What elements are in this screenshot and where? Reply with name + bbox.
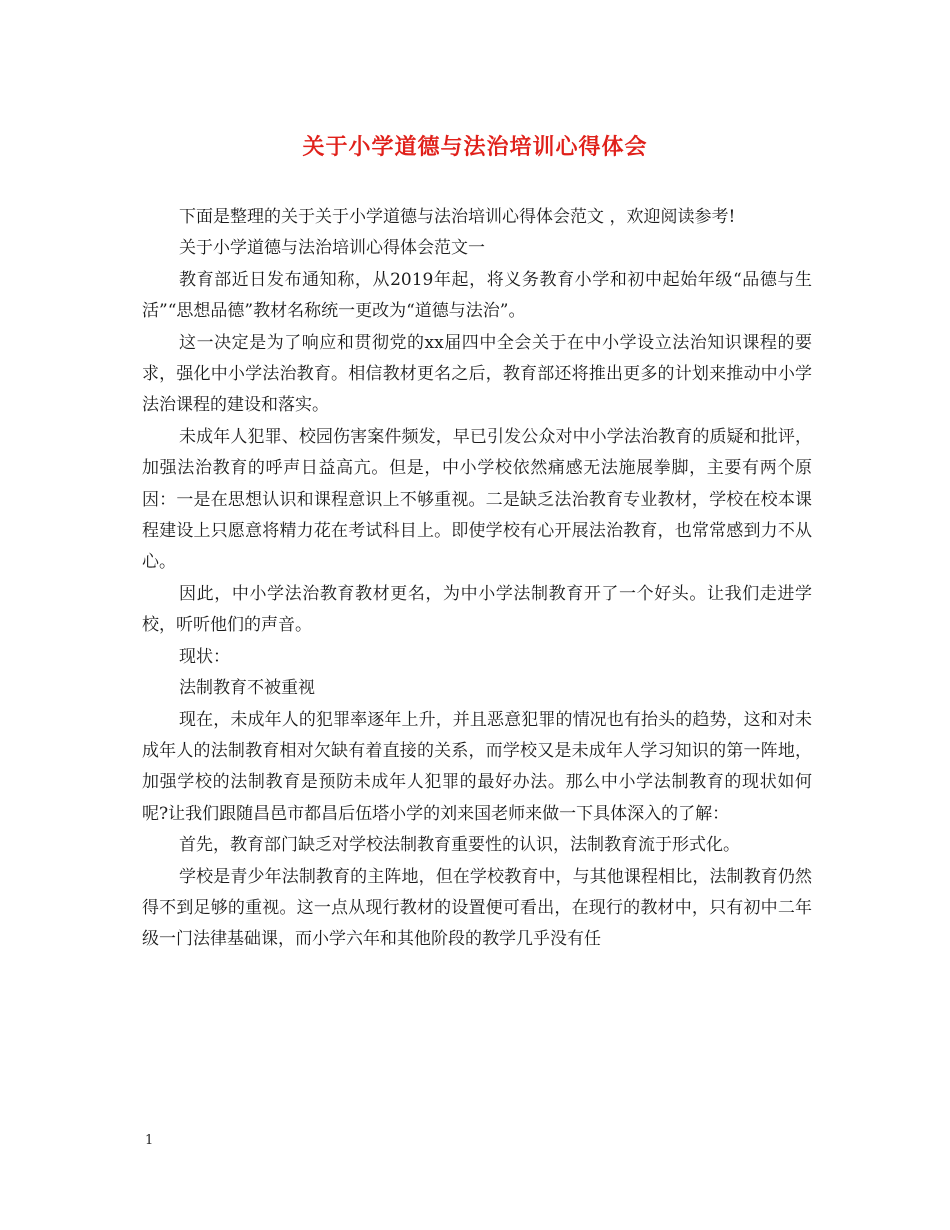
paragraph: 学校是青少年法制教育的主阵地，但在学校教育中，与其他课程相比，法制教育仍然得不到足够的重视。这一点从现行教材的设置便可看出，在现行的教材中，只有初中二年级一门法律基础课，而小学六年和其他阶段的教学几乎没有任 [142,866,812,950]
paragraph: 首先，教育部门缺乏对学校法制教育重要性的认识，法制教育流于形式化。 [179,835,741,856]
document-title: 关于小学道德与法治培训心得体会 [302,134,648,160]
paragraph: 因此，中小学法治教育教材更名，为中小学法制教育开了一个好头。让我们走进学校，听听他们的声音。 [142,583,812,636]
document-body [142,202,812,956]
paragraph-subheading: 法制教育不被重视 [179,678,316,699]
paragraph: 未成年人犯罪、校园伤害案件频发，早已引发公众对中小学法治教育的质疑和批评，加强法治教育的呼声日益高亢。但是，中小学校依然痛感无法施展拳脚，主要有两个原因：一是在思想认识和课程意识上不够重视。二是缺乏法治教育专业教材，学校在校本课程建设上只愿意将精力花在考试科目上。即使学校有心开展法治教育，也常常感到力不从心。 [142,426,812,573]
paragraph: 这一决定是为了响应和贯彻党的xx届四中全会关于在中小学设立法治知识课程的要求，强化中小学法治教育。相信教材更名之后，教育部还将推出更多的计划来推动中小学法治课程的建设和落实。 [142,332,812,416]
paragraph: 教育部近日发布通知称，从2019年起，将义务教育小学和初中起始年级“品德与生活”“思想品德”教材名称统一更改为“道德与法治”。 [142,269,812,322]
page-number: 1 [145,1133,154,1148]
paragraph-label: 现状： [179,646,231,667]
paragraph-intro: 下面是整理的关于关于小学道德与法治培训心得体会范文 ，欢迎阅读参考! [179,207,736,227]
paragraph: 现在，未成年人的犯罪率逐年上升，并且恶意犯罪的情况也有抬头的趋势，这和对未成年人的法制教育相对欠缺有着直接的关系，而学校又是未成年人学习知识的第一阵地，加强学校的法制教育是预防未成年人犯罪的最好办法。那么中小学法制教育的现状如何呢?让我们跟随昌邑市都昌后伍塔小学的刘来国老师来做一下具体深入的了解： [142,709,812,824]
paragraph-subheading: 关于小学道德与法治培训心得体会范文一 [179,238,486,259]
